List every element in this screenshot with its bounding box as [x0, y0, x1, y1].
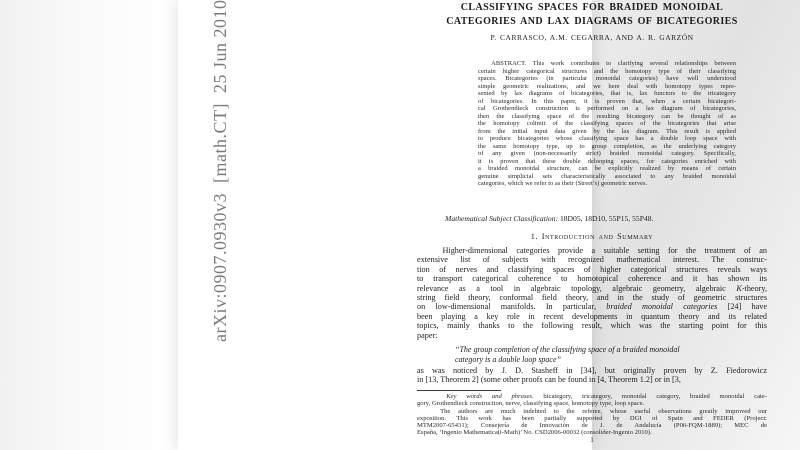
text-line: CATEGORIES AND LAX DIAGRAMS OF BICATEGORIES	[446, 16, 738, 27]
text-line: string field theory, conformal field theory, and in the study of geometric structures	[417, 293, 767, 303]
intro-paragraph	[417, 246, 767, 340]
text-line: to transport categorical coherence to homotopical coherence and it has shown its	[417, 274, 767, 284]
msc-line	[445, 214, 767, 223]
text-line: to produce bicategories whose classifying space has a double loop space with	[478, 135, 736, 142]
text-line: then the classifying space of the resulting bicategory can be thought of as	[478, 112, 736, 120]
text-line: a braided monoidal structure, can be explicitly realized by means of certain	[478, 165, 736, 172]
text-line: tion of nerves and classifying spaces of higher categorical structures reveals ways	[417, 264, 767, 274]
text-line: of any given (non-necessarily strict) braided monoidal category. Specifically,	[478, 150, 736, 157]
text-line: the same homotopy type, up to group completion, as the underlying category	[478, 142, 736, 150]
page-number: 1	[590, 436, 594, 444]
msc-label: Mathematical Subject Classification:	[445, 214, 559, 223]
text-line: of bicategories. In this paper, it is proven that, when a certain bicategori-	[478, 97, 736, 105]
text-line: Higher-dimensional categories provide a suitable setting for the treatment of an	[417, 246, 767, 255]
text-line: “The group completion of the classifying space of a braided monoidal	[455, 345, 680, 354]
text-line: paper:	[417, 330, 438, 340]
text-line: extensive list of subjects with recognized mathematical interest. The construc-	[417, 255, 767, 265]
text-line: spaces. Bicategories (in particular monoidal categories) have well understood	[478, 75, 736, 82]
footnote-rule	[417, 390, 501, 391]
document-page	[178, 0, 767, 450]
acknowledgment-footnote	[417, 408, 767, 437]
text-line: Key words and phrases. bicategory, tricategory, monoidal category, braided monoidal cate-	[446, 393, 767, 400]
text-line: the homotopy colimit of the classifying spaces of the bicategories that arise	[478, 120, 736, 127]
text-line: ABSTRACT. This work contributes to clarifying several relationships between	[478, 60, 736, 67]
text-line: topics, mainly thanks to the following result, which was the starting point for this	[417, 321, 767, 331]
after-quote-paragraph	[417, 366, 767, 385]
text-line: as was noticed by J. D. Stasheff in [34], but originally proven by Z. Fiedorowicz	[417, 366, 767, 375]
text-line: exposition. This work has been partially supported by DGI of Spain and FEDER (Project:	[417, 414, 767, 422]
arxiv-stamp: arXiv:0907.0930v3 [math.CT] 25 Jun 2010	[210, 0, 230, 342]
text-line: been playing a key role in recent developments in quantum theory and its related	[417, 311, 767, 321]
text-line: España, ‘Ingenio Mathematica(i-Math)’ No. CSD2006-00032 (consolider-Ingenio 2010).	[417, 429, 652, 437]
text-line: CLASSIFYING SPACES FOR BRAIDED MONOIDAL	[460, 2, 724, 13]
text-line: sented by lax diagrams of bicategories, that is, lax functors to the tricategory	[478, 90, 736, 97]
paper-title	[417, 1, 767, 29]
text-line: from the initial input data given by the lax diagram. This result is applied	[478, 127, 736, 135]
block-quote	[455, 345, 740, 364]
keywords-footnote	[417, 393, 767, 408]
text-line: in [13, Theorem 2] (some other proofs can be found in [4, Theorem 1.2] or in [3,	[417, 375, 681, 385]
text-line: certain higher categorical structures and the homotopy type of their classifying	[478, 67, 736, 75]
text-line: cal Grothendieck construction is performed on a lax diagram of bicategories,	[478, 105, 736, 112]
text-line: simple geometric realizations, and we here deal with homotopy types repre-	[478, 82, 736, 90]
text-line: categories, which we refer to as their (Street’s) geometric nerves.	[478, 180, 648, 187]
content-column	[417, 0, 767, 450]
footnotes	[417, 393, 767, 437]
text-line: relevance as a tool in algebraic topology, algebraic geometry, algebraic K-theory,	[417, 283, 767, 293]
text-line: it is proven that these double delooping spaces, for categories enriched with	[478, 157, 736, 165]
section-heading: 1. Introduction and Summary	[530, 232, 654, 241]
text-line: genuine simplicial sets characteristically associated to any braided monoidal	[478, 172, 736, 180]
paper-authors: P. CARRASCO, A.M. CEGARRA, AND A. R. GARZÓN	[490, 33, 694, 42]
text-line: The authors are much indebted to the referee, whose useful observations greatly improved our	[417, 407, 767, 415]
msc-codes: 18D05, 18D10, 55P15, 55P48.	[559, 214, 654, 223]
paper-abstract	[478, 60, 736, 188]
text-line: on low-dimensional manifolds. In particular, braided monoidal categories [24] have	[417, 302, 767, 312]
text-line: MTM2007-65431); Consejería de Innovación de J. de Andalucía (P06-FQM-1889); MEC de	[417, 422, 767, 430]
text-line: category is a double loop space”	[455, 354, 561, 364]
text-line: gory, Grothendieck construction, nerve, classifying space, homotopy type, loop space.	[417, 400, 645, 408]
backdrop-left	[0, 0, 178, 450]
